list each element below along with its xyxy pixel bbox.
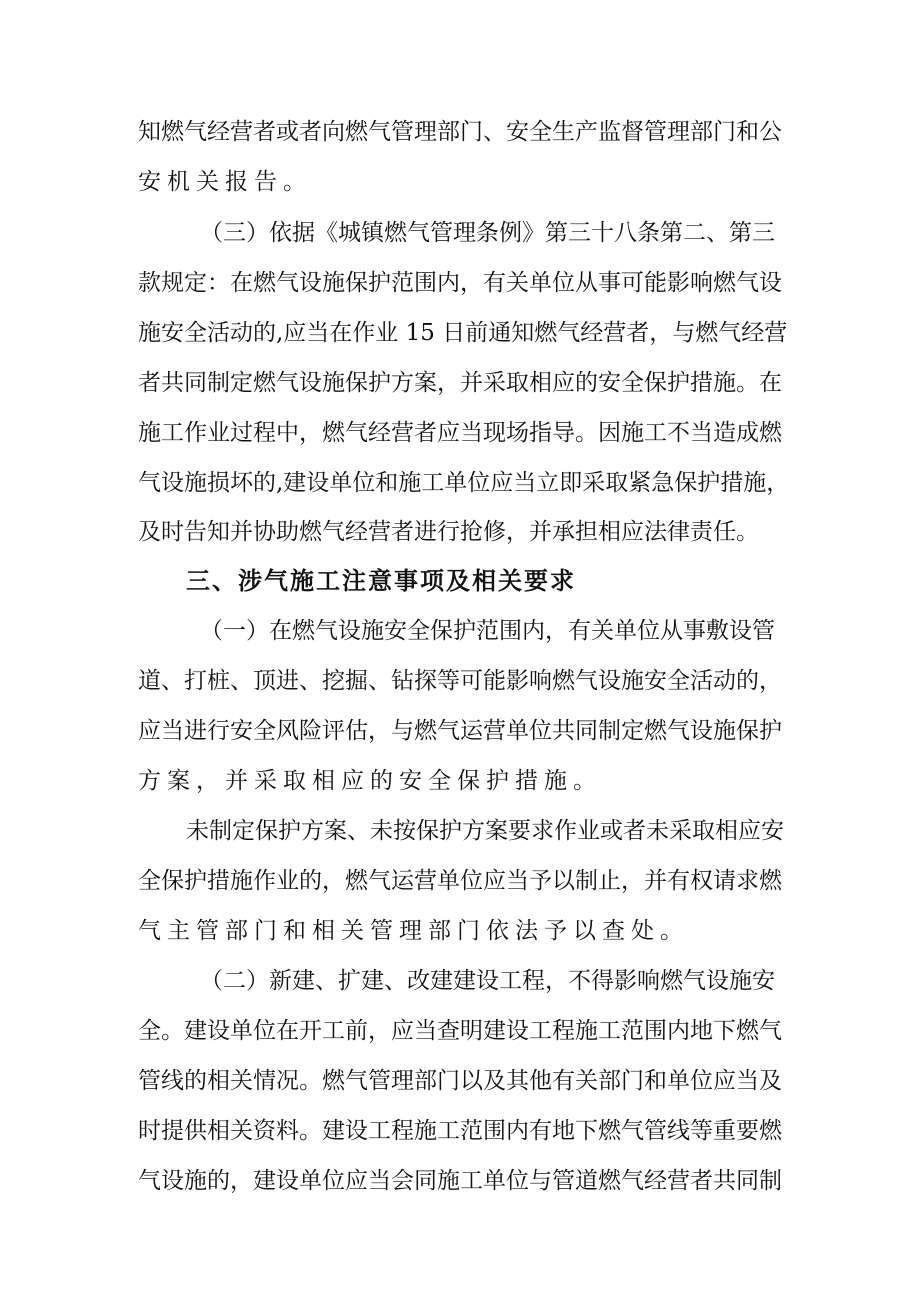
text-line: 施安全活动的,应当在作业 15 日前通知燃气经营者，与燃气经营 bbox=[138, 320, 788, 346]
text-line: 款规定：在燃气设施保护范围内，有关单位从事可能影响燃气设 bbox=[138, 270, 782, 296]
text-line: 施工作业过程中，燃气经营者应当现场指导。因施工不当造成燃 bbox=[138, 420, 782, 446]
text-line: 全。建设单位在开工前，应当查明建设工程施工范围内地下燃气 bbox=[138, 1018, 782, 1044]
text-line: 及时告知并协助燃气经营者进行抢修，并承担相应法律责任。 bbox=[138, 519, 759, 545]
text-line: 道、打桩、顶进、挖掘、钻探等可能影响燃气设施安全活动的， bbox=[138, 668, 782, 694]
text-line: 时提供相关资料。建设工程施工范围内有地下燃气管线等重要燃 bbox=[138, 1118, 782, 1144]
paragraph-start-line: （三）依据《城镇燃气管理条例》第三十八条第二、第三 bbox=[200, 220, 775, 246]
text-line: 者共同制定燃气设施保护方案，并采取相应的安全保护措施。在 bbox=[138, 370, 782, 396]
paragraph-start-line: （二）新建、扩建、改建建设工程，不得影响燃气设施安 bbox=[200, 968, 775, 994]
section-heading: 三、涉气施工注意事项及相关要求 bbox=[186, 567, 576, 595]
text-line: 安机关报告。 bbox=[138, 169, 312, 195]
paragraph-start-line: 未制定保护方案、未按保护方案要求作业或者未采取相应安 bbox=[186, 818, 784, 844]
text-line: 全保护措施作业的，燃气运营单位应当予以制止，并有权请求燃 bbox=[138, 868, 782, 894]
text-line: 气设施的，建设单位应当会同施工单位与管道燃气经营者共同制 bbox=[138, 1168, 782, 1194]
text-line: 气主管部门和相关管理部门依法予以查处。 bbox=[138, 918, 689, 944]
text-line: 知燃气经营者或者向燃气管理部门、安全生产监督管理部门和公 bbox=[138, 119, 782, 145]
text-line: 应当进行安全风险评估，与燃气运营单位共同制定燃气设施保护 bbox=[138, 718, 782, 744]
text-line: 方案，并采取相应的安全保护措施。 bbox=[138, 768, 602, 794]
text-line: 气设施损坏的,建设单位和施工单位应当立即采取紧急保护措施， bbox=[138, 470, 790, 496]
text-line: 管线的相关情况。燃气管理部门以及其他有关部门和单位应当及 bbox=[138, 1068, 782, 1094]
paragraph-start-line: （一）在燃气设施安全保护范围内，有关单位从事敷设管 bbox=[200, 618, 775, 644]
